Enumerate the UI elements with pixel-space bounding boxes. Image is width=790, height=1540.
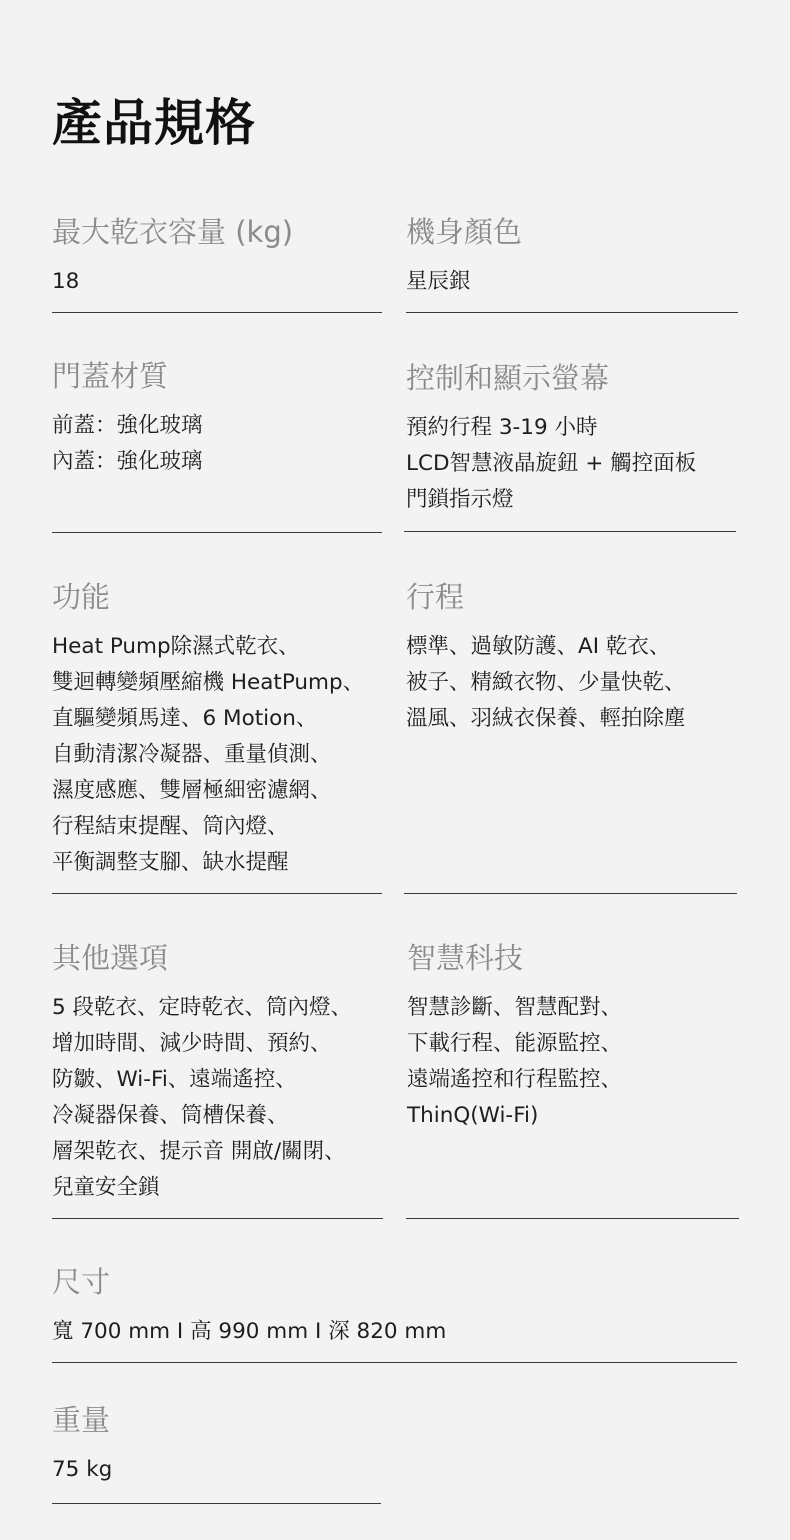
spec-value-line: Heat Pump除濕式乾衣、 (52, 634, 300, 659)
spec-label: 智慧科技 (407, 941, 524, 975)
spec-value (52, 1452, 112, 1488)
spec-value-line: 星辰銀 (406, 269, 471, 294)
spec-label: 機身顏色 (406, 215, 523, 249)
spec-label: 重量 (52, 1403, 111, 1437)
spec-value-line: 雙迴轉變頻壓縮機 HeatPump、 (52, 670, 365, 695)
spec-value-line: LCD智慧液晶旋鈕 + 觸控面板 (406, 451, 697, 476)
spec-weight (52, 1400, 112, 1488)
spec-label: 最大乾衣容量 (kg) (52, 215, 294, 249)
spec-value (52, 629, 364, 881)
spec-value-line: 門鎖指示燈 (406, 487, 514, 512)
spec-label: 功能 (52, 580, 111, 614)
spec-door-material (52, 356, 203, 480)
page-title: 產品規格 (52, 94, 256, 152)
spec-value-line: 層架乾衣、提示音 開啟/關閉、 (52, 1139, 346, 1164)
spec-color (406, 212, 522, 300)
spec-divider (52, 312, 382, 313)
spec-label: 尺寸 (52, 1265, 111, 1299)
spec-value-line: 75 kg (52, 1457, 113, 1482)
spec-value-line: 防皺、Wi-Fi、遠端遙控、 (52, 1067, 297, 1092)
spec-value-line: 自動清潔冷凝器、重量偵測、 (52, 742, 332, 767)
spec-value (52, 990, 352, 1206)
spec-dimensions (52, 1262, 446, 1350)
spec-divider (404, 531, 736, 532)
spec-value-line: 智慧診斷、智慧配對、 (407, 995, 623, 1020)
spec-value (407, 990, 622, 1134)
spec-value-line: 溫風、羽絨衣保養、輕拍除塵 (406, 706, 686, 731)
spec-divider (52, 1218, 383, 1219)
spec-value-line: 平衡調整支腳、缺水提醒 (52, 850, 289, 875)
spec-value (52, 408, 203, 480)
spec-value-line: 內蓋：強化玻璃 (52, 449, 203, 474)
spec-value-line: 行程結束提醒、筒內燈、 (52, 814, 289, 839)
spec-divider (52, 1503, 381, 1504)
spec-value-line: 遠端遙控和行程監控、 (407, 1067, 623, 1092)
spec-value-line: 18 (52, 269, 80, 294)
spec-divider (406, 312, 738, 313)
spec-value-line: 前蓋：強化玻璃 (52, 413, 203, 438)
spec-value-line: ThinQ(Wi-Fi) (407, 1103, 539, 1128)
spec-capacity (52, 212, 293, 300)
spec-other-options (52, 938, 352, 1206)
spec-value (52, 1314, 446, 1350)
spec-divider (52, 532, 382, 533)
spec-value (406, 629, 686, 737)
spec-value (406, 264, 522, 300)
spec-value-line: 下載行程、能源監控、 (407, 1031, 623, 1056)
spec-value-line: 冷凝器保養、筒槽保養、 (52, 1103, 289, 1128)
spec-divider (406, 1218, 739, 1219)
spec-divider (52, 893, 382, 894)
spec-label: 門蓋材質 (52, 359, 169, 393)
spec-divider (52, 1362, 737, 1363)
spec-value-line: 寬 700 mm I 高 990 mm I 深 820 mm (52, 1319, 447, 1344)
spec-label: 其他選項 (52, 941, 169, 975)
spec-features (52, 577, 364, 881)
spec-value (52, 264, 293, 300)
spec-value-line: 直驅變頻馬達、6 Motion、 (52, 706, 318, 731)
spec-value-line: 被子、精緻衣物、少量快乾、 (406, 670, 686, 695)
spec-value-line: 預約行程 3-19 小時 (406, 415, 598, 440)
spec-value-line: 增加時間、減少時間、預約、 (52, 1031, 332, 1056)
spec-value-line: 濕度感應、雙層極細密濾網、 (52, 778, 332, 803)
spec-divider (404, 893, 737, 894)
spec-programs (406, 577, 686, 737)
spec-control-display (406, 358, 696, 518)
spec-label: 行程 (406, 580, 465, 614)
spec-value-line: 標準、過敏防護、AI 乾衣、 (406, 634, 671, 659)
spec-value-line: 兒童安全鎖 (52, 1175, 160, 1200)
spec-value-line: 5 段乾衣、定時乾衣、筒內燈、 (52, 995, 353, 1020)
spec-smart-tech (407, 938, 622, 1134)
spec-value (406, 410, 696, 518)
spec-label: 控制和顯示螢幕 (406, 361, 610, 395)
